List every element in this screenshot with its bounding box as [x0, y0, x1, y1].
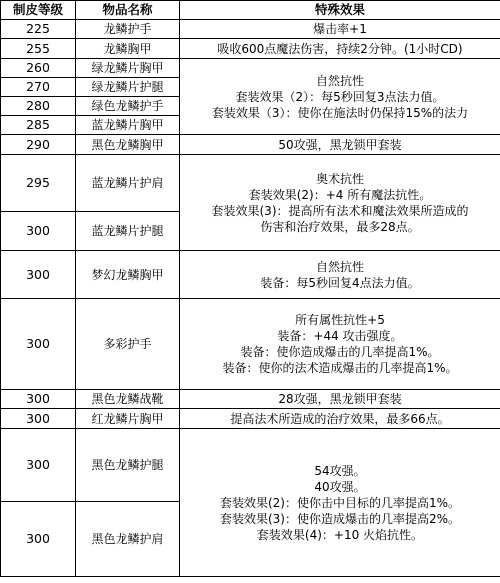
level-cell: 255 — [1, 39, 76, 59]
level-cell: 280 — [1, 97, 76, 116]
effect-line: 装备：+44 攻击强度。 — [277, 329, 403, 343]
name-cell: 黑色龙鳞护肩 — [76, 502, 180, 577]
effect-cell-blue-set — [180, 155, 500, 251]
level-cell: 300 — [1, 502, 76, 577]
effect-cell: 提高法术所造成的治疗效果，最多66点。 — [180, 409, 500, 429]
level-cell: 270 — [1, 78, 76, 97]
table-row — [1, 429, 500, 502]
effect-line: 伤害和治疗效果，最多28点。 — [260, 219, 420, 234]
header-effect: 特殊效果 — [180, 1, 500, 20]
name-cell: 黑色龙鳞战靴 — [76, 390, 180, 409]
level-cell: 300 — [1, 251, 76, 299]
level-cell: 300 — [1, 429, 76, 502]
effect-line: 套装效果（2）：每5秒回复3点法力值。 — [235, 89, 445, 104]
table-row — [1, 409, 500, 429]
effect-line: 自然抗性 — [315, 73, 364, 88]
effect-line: 套装效果(3)：使你造成爆击的几率提高2%。 — [219, 511, 461, 526]
name-cell: 绿龙鳞片护腿 — [76, 78, 180, 97]
name-cell: 龙鳞护手 — [76, 20, 180, 39]
effect-line: 装备：使你造成爆击的几率提高1%。 — [240, 345, 440, 359]
effect-cell: 50攻强，黑龙锁甲套装 — [180, 135, 500, 155]
level-cell: 300 — [1, 409, 76, 429]
effect-line: 套装效果(3)：提高所有法术和魔法效果所造成的 — [211, 203, 469, 218]
name-cell: 蓝龙鳞片护肩 — [76, 155, 180, 212]
effect-line: 所有属性抗性+5 — [295, 313, 385, 327]
table-row — [1, 135, 500, 155]
effect-line: 装备：每5秒回复4点法力值。 — [260, 275, 420, 290]
effect-line: 套装效果（3）：使你在施法时仍保持15%的法力 — [211, 105, 469, 120]
header-row — [1, 1, 500, 20]
name-cell: 黑色龙鳞胸甲 — [76, 135, 180, 155]
table-row — [1, 299, 500, 390]
table-row — [1, 39, 500, 59]
effect-cell: 28攻强，黑龙锁甲套装 — [180, 390, 500, 409]
effect-line: 装备：使你的法术造成爆击的几率提高1%。 — [222, 361, 458, 375]
name-cell: 绿龙鳞片胸甲 — [76, 59, 180, 78]
name-cell: 多彩护手 — [76, 299, 180, 390]
table-row — [1, 59, 500, 78]
level-cell: 300 — [1, 390, 76, 409]
level-cell: 295 — [1, 155, 76, 212]
level-cell: 260 — [1, 59, 76, 78]
name-cell: 蓝龙鳞片护腿 — [76, 212, 180, 251]
effect-cell: 爆击率+1 — [180, 20, 500, 39]
effect-line: 自然抗性 — [315, 259, 364, 274]
table-row — [1, 20, 500, 39]
effect-line: 奥术抗性 — [315, 171, 364, 186]
effect-cell: 吸收600点魔法伤害，持续2分钟。(1小时CD) — [180, 39, 500, 59]
table-row — [1, 251, 500, 299]
name-cell: 黑色龙鳞护腿 — [76, 429, 180, 502]
name-cell: 绿色龙鳞护手 — [76, 97, 180, 116]
effect-cell-black-set — [180, 429, 500, 577]
name-cell: 蓝龙鳞片胸甲 — [76, 116, 180, 135]
effect-cell-dreamscale — [180, 251, 500, 299]
level-cell: 290 — [1, 135, 76, 155]
effect-line: 40攻强。 — [314, 479, 366, 494]
header-name: 物品名称 — [76, 1, 180, 20]
level-cell: 300 — [1, 299, 76, 390]
effect-line: 套装效果(2)：+4 所有魔法抗性。 — [248, 187, 432, 202]
table-row — [1, 155, 500, 212]
level-cell: 225 — [1, 20, 76, 39]
effect-line: 54攻强。 — [314, 463, 366, 478]
name-cell: 龙鳞胸甲 — [76, 39, 180, 59]
effect-cell-green-set — [180, 59, 500, 135]
level-cell: 285 — [1, 116, 76, 135]
header-level: 制皮等级 — [1, 1, 76, 20]
level-cell: 300 — [1, 212, 76, 251]
name-cell: 梦幻龙鳞胸甲 — [76, 251, 180, 299]
effect-cell-chromatic — [180, 299, 500, 390]
table-row — [1, 390, 500, 409]
name-cell: 红龙鳞片胸甲 — [76, 409, 180, 429]
effect-line: 套装效果(2)：使你击中目标的几率提高1%。 — [219, 495, 461, 510]
effect-line: 套装效果(4)：+10 火焰抗性。 — [256, 527, 424, 542]
